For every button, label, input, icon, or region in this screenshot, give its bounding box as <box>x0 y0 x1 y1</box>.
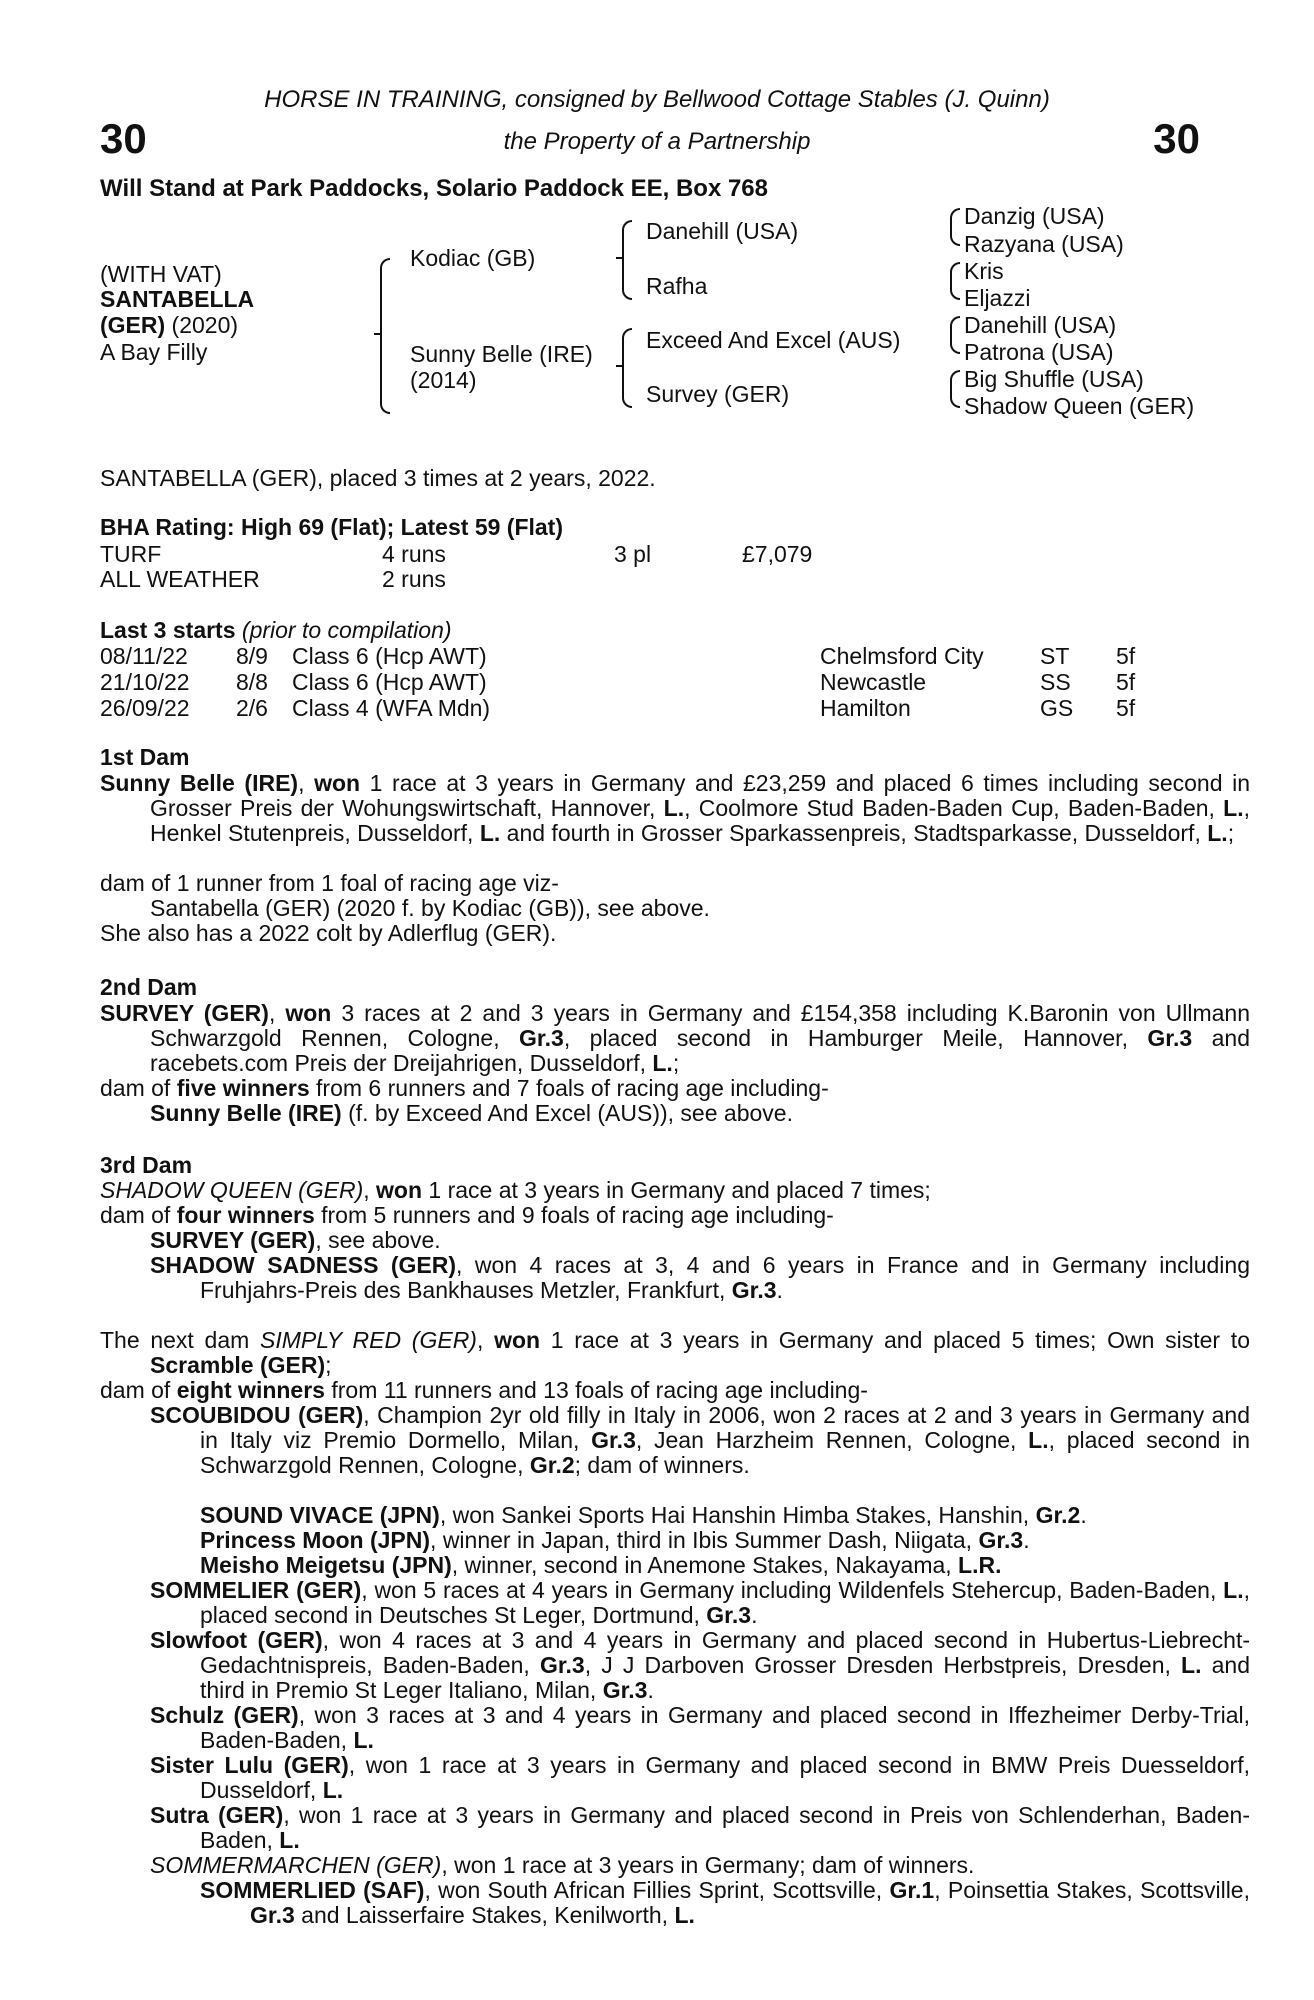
slowfoot-text-1: , won 4 races at 3 and 4 years in Germany and placed second in Hubertus-Liebrecht-Gedachtnispreis, Baden-Baden, <box>200 1627 1250 1678</box>
dam3-won: won <box>376 1177 423 1203</box>
sutra-name: Sutra (GER) <box>150 1802 284 1828</box>
produce-slowfoot <box>150 1628 1250 1703</box>
scoubidou-text-1: , Champion 2yr old filly in Italy in 2006, won 2 races at 2 and 3 years in Germany and in Italy viz Premio Dormello, Milan, <box>200 1402 1250 1453</box>
next-dam-dam-of-b: eight winners <box>176 1377 325 1403</box>
sommerlied-text-3: and Laisserfaire Stakes, Kenilworth, <box>294 1902 675 1928</box>
pedigree-brace-g3-4 <box>950 370 960 408</box>
sommelier-text-1: , won 5 races at 4 years in Germany including Wildenfels Stehercup, Baden-Baden, <box>361 1577 1224 1603</box>
next-dam-dam-of-a: dam of <box>100 1377 177 1403</box>
next-dam-paragraph: The next dam SIMPLY RED (GER), won 1 race at 3 years in Germany and placed 5 times; Own sister to Scramble (GER); <box>100 1327 1250 1378</box>
dam2-paragraph: SURVEY (GER), won 3 races at 2 and 3 years in Germany and £154,358 including K.Baronin von Ullmann Schwarzgold Rennen, Cologne, Gr.3, placed second in Hamburger Meile, Hannover, Gr.3 and racebets.com Preis der Dreijahrigen, Dusseldorf, L.; <box>100 1000 1251 1076</box>
dam3-dam-of-c: from 5 runners and 9 foals of racing age including- <box>314 1202 834 1228</box>
start-1-going: ST <box>1040 643 1070 669</box>
sommerlied-group-2: Gr.3 <box>250 1902 295 1928</box>
sommelier-dot: . <box>751 1602 758 1628</box>
start-1-course: Chelmsford City <box>820 643 984 669</box>
slowfoot-name: Slowfoot (GER) <box>150 1627 323 1653</box>
dam3-heading: 3rd Dam <box>100 1152 193 1178</box>
sister-lulu-listed: L. <box>322 1777 344 1803</box>
sutra-text: , won 1 race at 3 years in Germany and placed second in Preis von Schlenderhan, Baden-Baden, <box>200 1802 1250 1853</box>
last-starts-note: (prior to compilation) <box>235 617 452 643</box>
meisho-meigetsu-text: , winner, second in Anemone Stakes, Nakayama, <box>451 1552 959 1578</box>
schulz-text: , won 3 races at 3 and 4 years in Germany and placed second in Iffezheimer Derby-Trial, Baden-Baden, <box>200 1702 1250 1753</box>
pedigree-g3-3: Kris <box>964 258 1004 284</box>
pedigree-sire: Kodiac (GB) <box>410 245 536 271</box>
pedigree-brace-sire <box>622 220 632 300</box>
pedigree-sire-sire: Danehill (USA) <box>646 218 799 244</box>
pedigree-g3-2: Razyana (USA) <box>964 231 1124 257</box>
sommelier-name: SOMMELIER (GER) <box>150 1577 362 1603</box>
last-starts-title: Last 3 starts <box>100 617 236 643</box>
dam2-group-2: Gr.3 <box>1147 1025 1193 1051</box>
pedigree-brace-sire-tip <box>616 257 624 259</box>
princess-moon-group: Gr.3 <box>978 1527 1024 1553</box>
start-2-date: 21/10/22 <box>100 669 190 695</box>
rating-aw-runs: 2 runs <box>382 566 446 592</box>
dam1-text-1: 1 race at 3 years in Germany and £23,259 and placed 6 times including second in Grosser Preis der Wohungswirtschaft, Hannover, <box>150 770 1250 821</box>
dam2-dam-of <box>100 1076 829 1101</box>
stand-location: Will Stand at Park Paddocks, Solario Paddock EE, Box 768 <box>100 175 769 202</box>
next-dam-won: won <box>494 1327 541 1353</box>
produce-meisho-meigetsu <box>200 1553 1002 1578</box>
dam3-dam-of-b: four winners <box>176 1202 315 1228</box>
pedigree-brace-g3-2 <box>950 262 960 300</box>
dam3-produce-2-dot: . <box>776 1277 783 1303</box>
pedigree-sire-dam: Rafha <box>646 273 708 299</box>
start-3-dist: 5f <box>1116 695 1136 721</box>
sommelier-listed: L. <box>1223 1577 1244 1603</box>
dam2-text-2: , placed second in Hamburger Meile, Hannover, <box>563 1025 1148 1051</box>
dam2-won: won <box>285 1000 332 1026</box>
sommerlied-name: SOMMERLIED (SAF) <box>200 1877 425 1903</box>
slowfoot-text-3: and third in Premio St Leger Italiano, Milan, <box>200 1652 1251 1703</box>
produce-sister-lulu <box>150 1753 1250 1803</box>
dam3-name: SHADOW QUEEN (GER) <box>100 1177 364 1203</box>
pedigree-dam: Sunny Belle (IRE) <box>410 341 593 367</box>
produce-sommermarchen <box>150 1853 974 1878</box>
rating-turf-runs: 4 runs <box>382 541 446 567</box>
produce-sommelier <box>150 1578 1250 1628</box>
produce-schulz <box>150 1703 1250 1753</box>
dam1-listed-1: L. <box>663 795 685 821</box>
rating-turf-earnings: £7,079 <box>742 541 813 567</box>
sound-vivace-name: SOUND VIVACE (JPN) <box>200 1502 440 1528</box>
dam1-dam-of: dam of 1 runner from 1 foal of racing age viz- <box>100 870 559 896</box>
dam1-won: won <box>314 770 361 796</box>
start-3-going: GS <box>1040 695 1074 721</box>
sister-lulu-text: , won 1 race at 3 years in Germany and placed second in BMW Preis Duesseldorf, Dusseldorf, <box>200 1752 1250 1803</box>
next-dam-dam-of-c: from 11 runners and 13 foals of racing age including- <box>324 1377 868 1403</box>
next-dam-text-1: 1 race at 3 years in Germany and placed 5 times; Own sister to <box>540 1327 1250 1353</box>
dam1-listed-4: L. <box>1207 820 1228 846</box>
scoubidou-text-4: ; dam of winners. <box>574 1452 750 1478</box>
next-dam-intro: The next dam <box>100 1327 260 1353</box>
start-3-course: Hamilton <box>820 695 911 721</box>
start-2-pos: 8/8 <box>236 669 268 695</box>
produce-sound-vivace <box>200 1503 1087 1528</box>
dam1-text-2: , Coolmore Stud Baden-Baden Cup, Baden-Baden, <box>684 795 1224 821</box>
dam3-produce-2-text: , won 4 races at 3, 4 and 6 years in France and in Germany including Fruhjahrs-Preis des Bankhauses Metzler, Frankfurt, <box>200 1252 1250 1303</box>
dam2-text-3: and racebets.com Preis der Dreijahrigen, Dusseldorf, <box>150 1025 1251 1076</box>
pedigree-g3-4: Eljazzi <box>964 285 1031 311</box>
dam1-also: She also has a 2022 colt by Adlerflug (GER). <box>100 920 557 946</box>
start-1-date: 08/11/22 <box>100 643 188 669</box>
sommelier-group: Gr.3 <box>706 1602 752 1628</box>
pedigree-brace-g3-3 <box>950 316 960 354</box>
start-1-pos: 8/9 <box>236 643 268 669</box>
dam2-dam-of-b: five winners <box>176 1075 310 1101</box>
dam2-listed: L. <box>652 1050 673 1076</box>
start-2-race: Class 6 (Hcp AWT) <box>292 669 487 695</box>
start-2-going: SS <box>1040 669 1071 695</box>
pedigree-dam-year: (2014) <box>410 367 477 393</box>
dam1-name: Sunny Belle (IRE) <box>100 770 299 796</box>
dam2-text-4: ; <box>672 1050 680 1076</box>
start-1-race: Class 6 (Hcp AWT) <box>292 643 487 669</box>
pedigree-dam-sire: Exceed And Excel (AUS) <box>646 327 901 353</box>
slowfoot-text-2: , J J Darboven Grosser Dresden Herbstpreis, Dresden, <box>584 1652 1182 1678</box>
princess-moon-text: , winner in Japan, third in Ibis Summer Dash, Niigata, <box>430 1527 979 1553</box>
scoubidou-listed: L. <box>1028 1427 1049 1453</box>
slowfoot-group-2: Gr.3 <box>602 1677 648 1703</box>
princess-moon-dot: . <box>1023 1527 1030 1553</box>
produce-sutra <box>150 1803 1250 1853</box>
lot-number-right: 30 <box>1153 115 1200 162</box>
dam2-name: SURVEY (GER) <box>100 1000 269 1026</box>
sound-vivace-text: , won Sankei Sports Hai Hanshin Himba Stakes, Hanshin, <box>439 1502 1036 1528</box>
dam2-heading: 2nd Dam <box>100 974 198 1000</box>
sutra-listed: L. <box>279 1827 300 1853</box>
dam2-produce-1-name: Sunny Belle (IRE) <box>150 1100 342 1126</box>
last-starts-heading <box>100 618 452 643</box>
scoubidou-group-2: Gr.2 <box>529 1452 575 1478</box>
horse-description: A Bay Filly <box>100 339 208 365</box>
dam1-text-4: and fourth in Grosser Sparkassenpreis, Stadtsparkasse, Dusseldorf, <box>500 820 1208 846</box>
horse-country: (GER) <box>100 312 166 338</box>
sommermarchen-name: SOMMERMARCHEN (GER) <box>150 1852 442 1878</box>
dam1-paragraph: Sunny Belle (IRE), won 1 race at 3 years in Germany and £23,259 and placed 6 times including second in Grosser Preis der Wohungswirtschaft, Hannover, L., Coolmore Stud Baden-Baden Cup, Baden-Baden, L., Henkel Stutenpreis, Dusseldorf, L. and fourth in Grosser Sparkassenpreis, Stadtsparkasse, Dusseldorf, L.; <box>100 770 1250 846</box>
sommerlied-group-1: Gr.1 <box>889 1877 935 1903</box>
dam3-produce-1-text: , see above. <box>315 1227 441 1253</box>
dam3-produce-1 <box>150 1228 441 1253</box>
sommelier-text-2: , placed second in Deutsches St Leger, Dortmund, <box>200 1577 1250 1628</box>
slowfoot-listed: L. <box>1181 1652 1202 1678</box>
meisho-meigetsu-listed: L.R. <box>958 1552 1002 1578</box>
dam3-produce-1-name: SURVEY (GER) <box>150 1227 316 1253</box>
start-2-course: Newcastle <box>820 669 927 695</box>
pedigree-brace-dam <box>622 328 632 408</box>
pedigree-g3-1: Danzig (USA) <box>964 203 1105 229</box>
meisho-meigetsu-name: Meisho Meigetsu (JPN) <box>200 1552 452 1578</box>
dam2-group-1: Gr.3 <box>519 1025 564 1051</box>
start-3-race: Class 4 (WFA Mdn) <box>292 695 491 721</box>
sister-lulu-name: Sister Lulu (GER) <box>150 1752 349 1778</box>
dam3-produce-2 <box>150 1253 1250 1303</box>
dam3-text-1: 1 race at 3 years in Germany and placed 7 times; <box>422 1177 931 1203</box>
dam2-text-1: 3 races at 2 and 3 years in Germany and £154,358 including K.Baronin von Ullmann Schwarzgold Rennen, Cologne, <box>150 1000 1251 1051</box>
horse-origin <box>100 313 238 338</box>
dam3-produce-2-name: SHADOW SADNESS (GER) <box>150 1252 457 1278</box>
rating-title: BHA Rating: High 69 (Flat); Latest 59 (Flat) <box>100 514 563 540</box>
dam2-dam-of-c: from 6 runners and 7 foals of racing age including- <box>309 1075 829 1101</box>
dam1-listed-3: L. <box>479 820 501 846</box>
rating-turf-surface: TURF <box>100 541 162 567</box>
rating-turf-placed: 3 pl <box>614 541 652 567</box>
schulz-listed: L. <box>353 1727 374 1753</box>
pedigree-brace-dam-tip <box>616 365 624 367</box>
start-3-date: 26/09/22 <box>100 695 190 721</box>
next-dam-name: SIMPLY RED (GER) <box>259 1327 477 1353</box>
sommerlied-listed: L. <box>674 1902 695 1928</box>
horse-year: (2020) <box>165 312 239 338</box>
start-1-dist: 5f <box>1116 643 1136 669</box>
property-line: the Property of a Partnership <box>503 128 811 155</box>
slowfoot-group-1: Gr.3 <box>539 1652 585 1678</box>
rating-aw-surface: ALL WEATHER <box>100 566 260 592</box>
vat-note: (WITH VAT) <box>100 261 222 287</box>
dam1-listed-2: L. <box>1223 795 1244 821</box>
race-summary: SANTABELLA (GER), placed 3 times at 2 years, 2022. <box>100 465 656 491</box>
pedigree-g3-6: Patrona (USA) <box>964 339 1114 365</box>
dam1-text-5: ; <box>1227 820 1235 846</box>
scoubidou-text-3: , placed second in Schwarzgold Rennen, Cologne, <box>200 1427 1251 1478</box>
dam2-produce-1 <box>150 1101 793 1126</box>
horse-name: SANTABELLA <box>100 286 255 312</box>
pedigree-brace-g3-1 <box>950 208 960 246</box>
dam2-produce-1-text: (f. by Exceed And Excel (AUS)), see above. <box>341 1100 793 1126</box>
consignor-line: HORSE IN TRAINING, consigned by Bellwood Cottage Stables (J. Quinn) <box>264 86 1050 113</box>
sommerlied-text-2: , Poinsettia Stakes, Scottsville, <box>934 1877 1250 1903</box>
next-dam-text-2: ; <box>325 1352 332 1378</box>
slowfoot-dot: . <box>647 1677 654 1703</box>
scoubidou-text-2: , Jean Harzheim Rennen, Cologne, <box>635 1427 1029 1453</box>
dam1-produce-1: Santabella (GER) (2020 f. by Kodiac (GB)), see above. <box>150 895 710 921</box>
produce-sommerlied <box>200 1878 1250 1928</box>
pedigree-g3-5: Danehill (USA) <box>964 312 1117 338</box>
produce-scoubidou <box>150 1403 1250 1478</box>
princess-moon-name: Princess Moon (JPN) <box>200 1527 431 1553</box>
dam1-text-3: , Henkel Stutenpreis, Dusseldorf, <box>150 795 1250 846</box>
produce-princess-moon <box>200 1528 1030 1553</box>
dam1-heading: 1st Dam <box>100 744 190 770</box>
schulz-name: Schulz (GER) <box>150 1702 299 1728</box>
start-3-pos: 2/6 <box>236 695 268 721</box>
sound-vivace-group: Gr.2 <box>1035 1502 1081 1528</box>
sommermarchen-text: , won 1 race at 3 years in Germany; dam of winners. <box>441 1852 975 1878</box>
sommerlied-text-1: , won South African Fillies Sprint, Scottsville, <box>424 1877 890 1903</box>
dam3-dam-of <box>100 1203 834 1228</box>
scoubidou-group-1: Gr.3 <box>591 1427 636 1453</box>
pedigree-g3-8: Shadow Queen (GER) <box>964 393 1195 419</box>
pedigree-brace-main <box>380 258 390 414</box>
pedigree-g3-7: Big Shuffle (USA) <box>964 366 1144 392</box>
lot-number-left: 30 <box>100 115 147 162</box>
dam3-produce-2-group: Gr.3 <box>731 1277 777 1303</box>
next-dam-dam-of <box>100 1378 868 1403</box>
pedigree-dam-dam: Survey (GER) <box>646 381 790 407</box>
dam3-line: SHADOW QUEEN (GER), won 1 race at 3 years in Germany and placed 7 times; <box>100 1177 931 1203</box>
sound-vivace-dot: . <box>1080 1502 1087 1528</box>
scoubidou-name: SCOUBIDOU (GER) <box>150 1402 364 1428</box>
dam3-dam-of-a: dam of <box>100 1202 177 1228</box>
next-dam-sister: Scramble (GER) <box>150 1352 326 1378</box>
dam2-dam-of-a: dam of <box>100 1075 177 1101</box>
pedigree-brace-main-tip <box>374 333 382 335</box>
start-2-dist: 5f <box>1116 669 1136 695</box>
